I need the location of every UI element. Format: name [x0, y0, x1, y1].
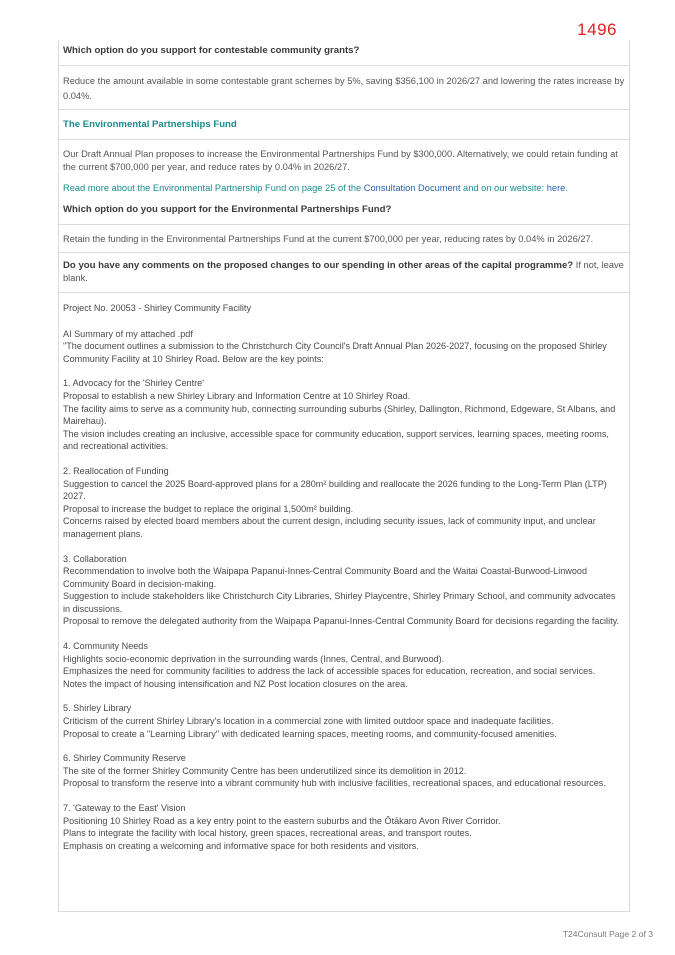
response-point: 4. Community Needs Highlights socio-economic deprivation in the surrounding wards (Innes, Central, and Burwood). Emphasizes the need for community facilities to address the lack of accessible spaces for education, recreation, and social services. Notes the impact of housing intensification and NZ Post location closures on the area. — [63, 641, 596, 689]
response-point: 5. Shirley Library Criticism of the current Shirley Library's location in a commercial zone with limited outdoor space and inadequate facilities. Proposal to create a "Learning Library" with dedicated learning spaces, meeting rooms, and community-focused amenities. — [63, 703, 557, 739]
response-summary-intro: AI Summary of my attached .pdf "The document outlines a submission to the Christchurch City Council's Draft Annual Plan 2026-2027, focusing on the proposed Shirley Community Facility at 10 Shirley Road. Below are the key points: — [63, 328, 607, 364]
read-more-mid: and on our website: — [460, 183, 547, 193]
question-capital-programme-text: Do you have any comments on the proposed changes to our spending in other areas of the capital programme? — [63, 260, 574, 271]
response-point: 2. Reallocation of Funding Suggestion to cancel the 2025 Board-approved plans for a 280m² building and reallocate the 2026 funding to the Long-Term Plan (LTP) 2027. Proposal to increase the budget to replace the original 1,500m² building. Concerns raised by elected board members about the current design, including security issues, lack of community input, and unclear management plans. — [63, 465, 607, 539]
read-more-prefix: Read more about the Environmental Partnership Fund on page 25 of the — [63, 183, 364, 193]
response-point: 6. Shirley Community Reserve The site of the former Shirley Community Centre has been underutilized since its demolition in 2012. Proposal to transform the reserve into a vibrant community hub with inclusive facilities, recreational spaces, and educational resources. — [63, 753, 606, 789]
submission-form-page — [58, 40, 630, 912]
divider — [59, 292, 629, 293]
divider — [59, 139, 629, 140]
response-point: 1. Advocacy for the 'Shirley Centre' Proposal to establish a new Shirley Library and Information Centre at 10 Shirley Road. The facility aims to serve as a community hub, connecting surrounding suburbs (Shirley, Dallington, Richmond, Edgeware, St Albans, and Mairehau). The vision includes creating an inclusive, accessible space for community education, support services, learning spaces, meeting rooms, and recreational activities. — [63, 378, 616, 452]
question-capital-programme — [63, 259, 625, 285]
page-number: 1496 — [577, 20, 617, 39]
consultation-document-link[interactable]: Consultation Document — [363, 183, 461, 193]
response-point: 7. 'Gateway to the East' Vision Positioning 10 Shirley Road as a key entry point to the eastern suburbs and the Ōtākaro Avon River Corridor. Plans to integrate the facility with local history, green spaces, recreational areas, and transport routes. Emphasis on creating a welcoming and informative space for both residents and visitors. — [63, 803, 501, 851]
divider — [59, 224, 629, 225]
read-more-text — [63, 183, 625, 193]
response-point: 3. Collaboration Recommendation to involve both the Waipapa Papanui-Innes-Central Community Board and the Waitai Coastal-Burwood-Linwood Community Board in decision-making. Suggestion to include stakeholders like Christchurch City Libraries, Shirley Playcentre, Shirley Primary School, and community advocates in discussions. Proposal to remove the delegated authority from the Waipapa Papanui-Innes-Central Community Board for decisions regarding the facility. — [63, 553, 620, 627]
divider — [59, 109, 629, 110]
question-capital-programme-hint: If not, leave blank. — [63, 260, 624, 283]
question-environmental-fund: Which option do you support for the Environmental Partnerships Fund? — [63, 204, 392, 215]
divider — [59, 65, 629, 66]
response-points — [63, 377, 625, 852]
response-project: Project No. 20053 - Shirley Community Facility — [63, 303, 252, 313]
read-more-suffix: . — [565, 183, 568, 193]
section-intro: Our Draft Annual Plan proposes to increase the Environmental Partnerships Fund by $300,000. Alternatively, we could retain funding at the current $700,000 per year, and reduce rates by 0.04% in 2026/27. — [63, 149, 618, 172]
answer-contestable-grants: Reduce the amount available in some contestable grant schemes by 5%, saving $356,100 in 2026/27 and lowering the rates increase by 0.04%. — [63, 76, 625, 101]
divider — [59, 252, 629, 253]
question-contestable-grants: Which option do you support for contestable community grants? — [63, 45, 360, 56]
answer-environmental-fund: Retain the funding in the Environmental Partnerships Fund at the current $700,000 per year, reducing rates by 0.04% in 2026/27. — [63, 234, 594, 244]
website-link[interactable]: here — [546, 183, 566, 193]
section-title-environmental-fund: The Environmental Partnerships Fund — [63, 119, 237, 130]
page-footer: T24Consult Page 2 of 3 — [562, 929, 653, 939]
